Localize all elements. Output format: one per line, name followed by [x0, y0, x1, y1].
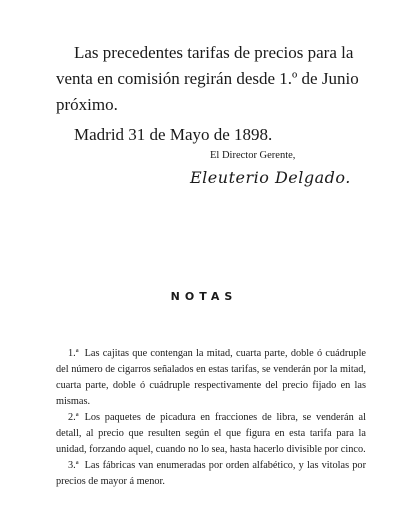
director-title: El Director Gerente,: [210, 150, 296, 161]
note-text: Las fábricas van enumeradas por orden alfabético, y las vitolas por precios de mayor á menor.: [56, 460, 366, 487]
note-number: 2.ª: [68, 412, 79, 423]
note-text: Las cajitas que contengan la mitad, cuarta parte, doble ó cuádruple del número de cigarros señalados en estas tarifas, se venderán por la mitad, cuarta parte, doble ó cuádruple respectivamente del precio fijado en las mismas.: [56, 348, 366, 407]
note-item: [56, 458, 366, 490]
notes-list: [56, 346, 366, 490]
intro-paragraph: Las precedentes tarifas de precios para la venta en comisión regirán desde 1.º de Junio próximo.: [56, 43, 359, 114]
signature: Eleuterio Delgado.: [190, 168, 351, 187]
notes-heading: NOTAS: [170, 290, 238, 303]
note-number: 3.ª: [68, 460, 79, 471]
note-item: [56, 346, 366, 410]
intro-block: [56, 40, 366, 148]
note-text: Los paquetes de picadura en fracciones de libra, se venderán al detall, al precio que resulten según el que figura en esta tarifa para la unidad, forzando aquel, cuando no lo sea, hasta hacerlo divisible por cinco.: [56, 412, 366, 455]
date-line: Madrid 31 de Mayo de 1898.: [74, 125, 273, 144]
note-number: 1.ª: [68, 348, 79, 359]
note-item: [56, 410, 366, 458]
